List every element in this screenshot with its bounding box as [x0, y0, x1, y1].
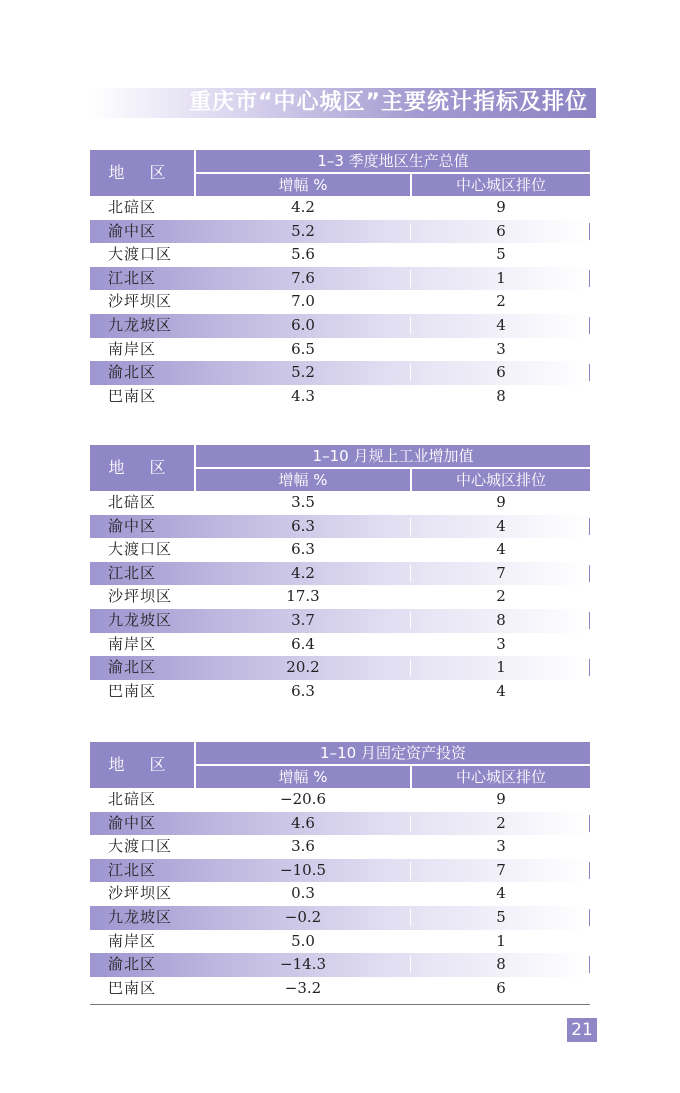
- table-row: [90, 585, 590, 609]
- header-rank: 中心城区排位: [412, 469, 590, 491]
- table-row: [90, 788, 590, 812]
- header-rank: 中心城区排位: [412, 766, 590, 788]
- cell-rank: 5: [496, 245, 506, 264]
- table-row: [90, 609, 590, 633]
- table-gdp: [90, 150, 590, 408]
- cell-growth: 5.6: [291, 245, 315, 264]
- cell-rank: 1: [496, 658, 506, 677]
- cell-rank: 4: [496, 884, 506, 903]
- cell-growth: −3.2: [284, 978, 322, 997]
- header-rank: 中心城区排位: [412, 174, 590, 196]
- table-row: [90, 220, 590, 244]
- cell-region: 大渡口区: [108, 540, 173, 559]
- cell-rank: 7: [496, 860, 506, 879]
- table-row: [90, 562, 590, 586]
- table-investment: [90, 742, 590, 1000]
- cell-growth: 4.6: [291, 813, 315, 832]
- cell-region: 江北区: [108, 268, 157, 287]
- cell-region: 江北区: [108, 860, 157, 879]
- page-title: 重庆市“中心城区”主要统计指标及排位: [189, 90, 588, 115]
- cell-growth: 20.2: [286, 658, 320, 677]
- cell-rank: 8: [496, 610, 506, 629]
- cell-region: 沙坪坝区: [108, 587, 173, 606]
- cell-rank: 4: [496, 516, 506, 535]
- bottom-rule: [90, 1004, 590, 1005]
- table-row: [90, 338, 590, 362]
- cell-region: 南岸区: [108, 931, 157, 950]
- header-region: 地 区: [90, 742, 194, 788]
- table-row: [90, 906, 590, 930]
- cell-growth: 5.2: [291, 363, 315, 382]
- cell-growth: 5.0: [291, 931, 315, 950]
- cell-region: 江北区: [108, 563, 157, 582]
- cell-growth: 5.2: [291, 221, 315, 240]
- cell-growth: 6.3: [291, 681, 315, 700]
- title-banner: [90, 88, 596, 118]
- cell-growth: 3.7: [291, 610, 315, 629]
- table-row: [90, 680, 590, 704]
- table-row: [90, 633, 590, 657]
- table-row: [90, 538, 590, 562]
- cell-growth: 3.5: [291, 493, 315, 511]
- cell-rank: 6: [496, 221, 506, 240]
- cell-growth: 6.3: [291, 516, 315, 535]
- cell-growth: 6.3: [291, 540, 315, 559]
- table-row: [90, 361, 590, 385]
- cell-rank: 6: [496, 978, 506, 997]
- cell-growth: 6.0: [291, 315, 315, 334]
- cell-region: 渝北区: [108, 658, 157, 677]
- cell-region: 大渡口区: [108, 837, 173, 856]
- cell-growth: 6.5: [291, 339, 315, 358]
- table-row: [90, 859, 590, 883]
- cell-region: 九龙坡区: [108, 315, 173, 334]
- table-industry: [90, 445, 590, 703]
- table-row: [90, 491, 590, 515]
- cell-region: 北碚区: [108, 198, 157, 216]
- cell-rank: 9: [496, 493, 506, 511]
- cell-region: 渝北区: [108, 955, 157, 974]
- header-indicator: 1–10 月固定资产投资: [196, 742, 590, 764]
- cell-rank: 2: [496, 292, 506, 311]
- cell-growth: 17.3: [286, 587, 320, 606]
- table-row: [90, 882, 590, 906]
- cell-rank: 3: [496, 339, 506, 358]
- header-region: 地 区: [90, 150, 194, 196]
- cell-rank: 6: [496, 363, 506, 382]
- cell-rank: 1: [496, 268, 506, 287]
- cell-region: 渝中区: [108, 813, 157, 832]
- cell-region: 九龙坡区: [108, 610, 173, 629]
- table-row: [90, 977, 590, 1001]
- cell-growth: −0.2: [284, 907, 322, 926]
- header-indicator: 1–3 季度地区生产总值: [196, 150, 590, 172]
- cell-rank: 9: [496, 198, 506, 216]
- table-row: [90, 812, 590, 836]
- cell-rank: 8: [496, 955, 506, 974]
- cell-region: 巴南区: [108, 681, 157, 700]
- cell-region: 北碚区: [108, 493, 157, 511]
- table-row: [90, 267, 590, 291]
- cell-rank: 4: [496, 540, 506, 559]
- cell-region: 沙坪坝区: [108, 292, 173, 311]
- cell-growth: 7.6: [291, 268, 315, 287]
- cell-rank: 1: [496, 931, 506, 950]
- cell-growth: −10.5: [280, 860, 326, 879]
- table-row: [90, 930, 590, 954]
- cell-region: 南岸区: [108, 339, 157, 358]
- table-header: [90, 445, 590, 491]
- cell-region: 渝中区: [108, 221, 157, 240]
- cell-rank: 5: [496, 907, 506, 926]
- cell-region: 渝中区: [108, 516, 157, 535]
- cell-growth: 4.3: [291, 386, 315, 405]
- table-row: [90, 515, 590, 539]
- cell-growth: 4.2: [291, 563, 315, 582]
- table-row: [90, 243, 590, 267]
- cell-rank: 8: [496, 386, 506, 405]
- cell-growth: −20.6: [280, 790, 326, 808]
- cell-rank: 2: [496, 813, 506, 832]
- cell-growth: 4.2: [291, 198, 315, 216]
- cell-region: 大渡口区: [108, 245, 173, 264]
- table-row: [90, 385, 590, 409]
- cell-region: 巴南区: [108, 386, 157, 405]
- cell-rank: 4: [496, 315, 506, 334]
- cell-rank: 9: [496, 790, 506, 808]
- cell-growth: 3.6: [291, 837, 315, 856]
- cell-region: 巴南区: [108, 978, 157, 997]
- cell-rank: 7: [496, 563, 506, 582]
- header-region: 地 区: [90, 445, 194, 491]
- table-row: [90, 835, 590, 859]
- cell-growth: 0.3: [291, 884, 315, 903]
- table-row: [90, 196, 590, 220]
- cell-region: 九龙坡区: [108, 907, 173, 926]
- header-growth: 增幅 %: [196, 766, 410, 788]
- cell-region: 沙坪坝区: [108, 884, 173, 903]
- cell-region: 北碚区: [108, 790, 157, 808]
- header-indicator: 1–10 月规上工业增加值: [196, 445, 590, 467]
- cell-rank: 4: [496, 681, 506, 700]
- table-header: [90, 150, 590, 196]
- cell-growth: 6.4: [291, 634, 315, 653]
- table-row: [90, 656, 590, 680]
- cell-region: 南岸区: [108, 634, 157, 653]
- cell-growth: −14.3: [280, 955, 326, 974]
- table-row: [90, 314, 590, 338]
- table-row: [90, 953, 590, 977]
- page-number: 21: [567, 1018, 597, 1042]
- cell-rank: 3: [496, 837, 506, 856]
- cell-growth: 7.0: [291, 292, 315, 311]
- cell-region: 渝北区: [108, 363, 157, 382]
- header-growth: 增幅 %: [196, 469, 410, 491]
- header-growth: 增幅 %: [196, 174, 410, 196]
- table-header: [90, 742, 590, 788]
- cell-rank: 2: [496, 587, 506, 606]
- table-row: [90, 290, 590, 314]
- cell-rank: 3: [496, 634, 506, 653]
